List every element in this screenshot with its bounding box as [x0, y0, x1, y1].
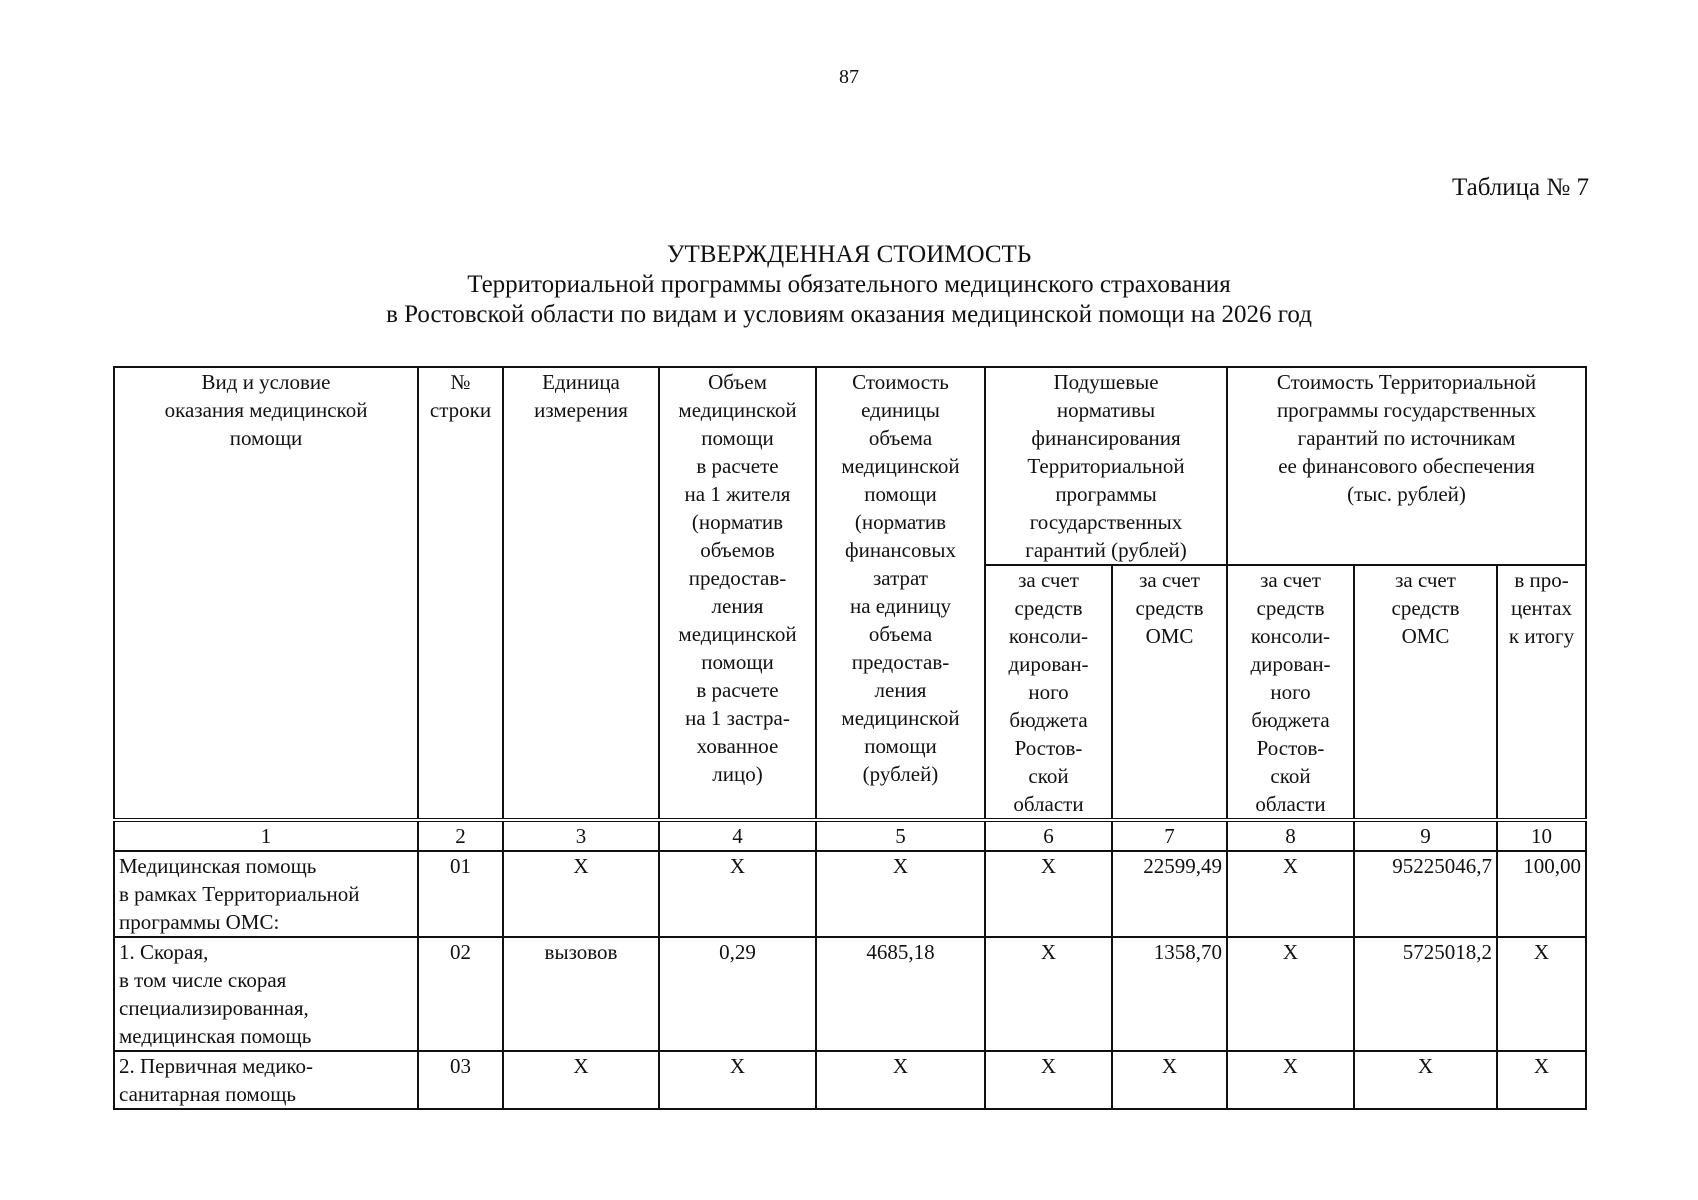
cell-row-number: 03: [418, 1051, 503, 1109]
cell-cost-oms: 95225046,7: [1354, 851, 1497, 937]
header-cost-percent: в про- центах к итогу: [1497, 565, 1586, 820]
cell-unit-cost: Х: [816, 851, 985, 937]
cell-unit-cost: Х: [816, 1051, 985, 1109]
column-number-row: [114, 820, 1586, 851]
header-per-capita-consolidated: за счет средств консоли- дирован- ного бюджета Ростов- ской области: [985, 565, 1112, 820]
document-title: [0, 240, 1698, 330]
column-number: 9: [1354, 820, 1497, 851]
title-line-1: УТВЕРЖДЕННАЯ СТОИМОСТЬ: [666, 241, 1032, 268]
cell-cost-percent: 100,00: [1497, 851, 1586, 937]
column-number: 4: [659, 820, 816, 851]
column-number: 5: [816, 820, 985, 851]
table-row: [114, 1051, 1586, 1109]
table-row: [114, 937, 1586, 1051]
column-number: 8: [1227, 820, 1354, 851]
cell-per-capita-oms: 1358,70: [1112, 937, 1227, 1051]
cell-cost-percent: Х: [1497, 937, 1586, 1051]
page-number: 87: [839, 66, 859, 88]
table-row: [114, 851, 1586, 937]
title-line-2: Территориальной программы обязательного медицинского страхования: [467, 271, 1231, 298]
cell-row-number: 01: [418, 851, 503, 937]
header-per-capita: Подушевые нормативы финансирования Территориальной программы государственных гарантий (рублей): [985, 367, 1227, 565]
cell-row-number: 02: [418, 937, 503, 1051]
header-program-cost: Стоимость Территориальной программы государственных гарантий по источникам ее финансового обеспечения (тыс. рублей): [1227, 367, 1586, 565]
cell-unit: вызовов: [503, 937, 659, 1051]
cell-per-capita-consolidated: Х: [985, 1051, 1112, 1109]
cell-unit: Х: [503, 1051, 659, 1109]
header-volume: Объем медицинской помощи в расчете на 1 жителя (норматив объемов предостав- ления медицинской помощи в расчете на 1 застра- хованное лицо): [659, 367, 816, 820]
cell-cost-consolidated: Х: [1227, 937, 1354, 1051]
header-cost-consolidated: за счет средств консоли- дирован- ного бюджета Ростов- ской области: [1227, 565, 1354, 820]
cell-cost-oms: Х: [1354, 1051, 1497, 1109]
header-per-capita-oms: за счет средств ОМС: [1112, 565, 1227, 820]
column-number: 7: [1112, 820, 1227, 851]
cell-per-capita-oms: Х: [1112, 1051, 1227, 1109]
cell-cost-consolidated: Х: [1227, 851, 1354, 937]
header-unit: Единица измерения: [503, 367, 659, 820]
cell-per-capita-consolidated: Х: [985, 851, 1112, 937]
cell-cost-consolidated: Х: [1227, 1051, 1354, 1109]
cell-per-capita-oms: 22599,49: [1112, 851, 1227, 937]
cell-cost-oms: 5725018,2: [1354, 937, 1497, 1051]
cell-per-capita-consolidated: Х: [985, 937, 1112, 1051]
header-row-number: № строки: [418, 367, 503, 820]
cell-type: Медицинская помощь в рамках Территориальной программы ОМС:: [114, 851, 418, 937]
header-type: Вид и условие оказания медицинской помощи: [114, 367, 418, 820]
header-row: [114, 367, 1586, 565]
cell-unit: Х: [503, 851, 659, 937]
cell-unit-cost: 4685,18: [816, 937, 985, 1051]
cell-cost-percent: Х: [1497, 1051, 1586, 1109]
cost-table: [113, 366, 1587, 1110]
cell-volume: Х: [659, 851, 816, 937]
table-label: Таблица № 7: [1451, 174, 1589, 201]
title-line-3: в Ростовской области по видам и условиям оказания медицинской помощи на 2026 год: [386, 301, 1312, 328]
column-number: 3: [503, 820, 659, 851]
cell-volume: Х: [659, 1051, 816, 1109]
cell-type: 2. Первичная медико- санитарная помощь: [114, 1051, 418, 1109]
header-cost-oms: за счет средств ОМС: [1354, 565, 1497, 820]
cell-type: 1. Скорая, в том числе скорая специализированная, медицинская помощь: [114, 937, 418, 1051]
column-number: 6: [985, 820, 1112, 851]
cell-volume: 0,29: [659, 937, 816, 1051]
column-number: 10: [1497, 820, 1586, 851]
column-number: 1: [114, 820, 418, 851]
header-unit-cost: Стоимость единицы объема медицинской помощи (норматив финансовых затрат на единицу объема предостав- ления медицинской помощи (рублей): [816, 367, 985, 820]
column-number: 2: [418, 820, 503, 851]
